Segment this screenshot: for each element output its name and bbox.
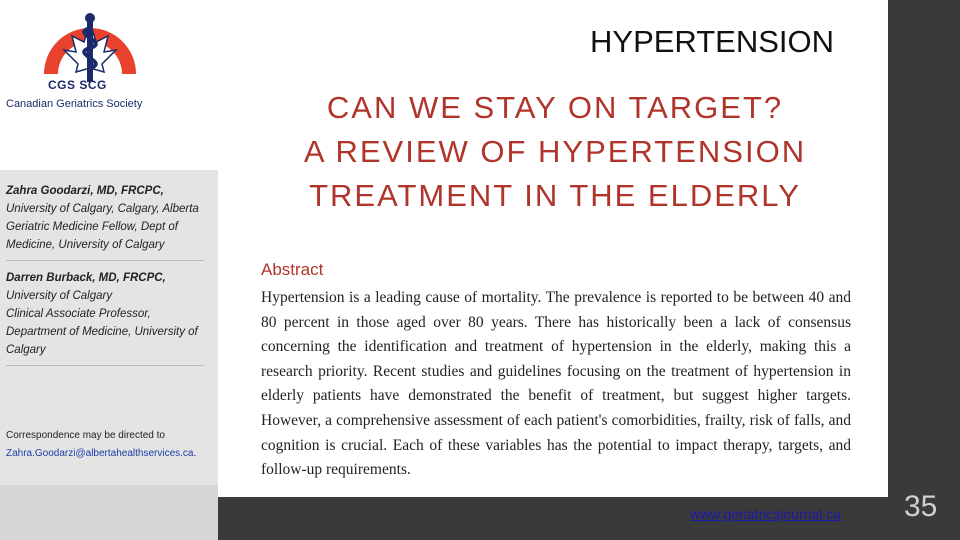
right-side-bar xyxy=(888,0,960,540)
author-affiliation: Clinical Associate Professor, Department of Medicine, University of Calgary xyxy=(6,308,198,356)
author-list xyxy=(6,182,204,374)
article-title-line: A REVIEW OF HYPERTENSION xyxy=(303,134,807,169)
abstract-text: Hypertension is a leading cause of mortality. The prevalence is reported to be between 40 and 80 percent in those aged over 80 years. There has historically been a lack of consensus concerning the identification and treatment of hypertension in the elderly, making this a research priority. Recent studies and guidelines focusing on the treatment of hypertension in elderly patients have demonstrated the benefit of treatment, but suggest higher targets. However, a comprehensive assessment of each patient's comorbidities, frailty, risk of falls, and cognition is crucial. Each of these variables has the potential to impact therapy, targets, and follow-up requirements. xyxy=(261,289,851,479)
author-panel-bottom xyxy=(0,485,218,540)
article-title-line: TREATMENT IN THE ELDERLY xyxy=(309,178,801,213)
logo-acronym: CGS SCG xyxy=(48,78,107,92)
page-number: 35 xyxy=(904,490,938,523)
abstract-heading: Abstract xyxy=(261,260,324,279)
society-name: Canadian Geriatrics Society xyxy=(6,98,143,110)
author-affiliation: University of Calgary xyxy=(6,290,113,302)
article-title xyxy=(230,86,880,218)
author-name: Darren Burback, MD, FRCPC, xyxy=(6,272,166,284)
author-block xyxy=(6,269,204,366)
author-affiliation: University of Calgary, Calgary, Alberta xyxy=(6,203,199,215)
author-name: Zahra Goodarzi, MD, FRCPC, xyxy=(6,185,164,197)
author-affiliation: Geriatric Medicine Fellow, Dept of Medicine, University of Calgary xyxy=(6,221,178,251)
author-block xyxy=(6,182,204,261)
correspondence-trailing: . xyxy=(193,448,197,459)
slide-title: HYPERTENSION xyxy=(590,24,835,59)
correspondence xyxy=(6,427,206,463)
correspondence-email-link[interactable]: Zahra.Goodarzi@albertahealthservices.ca xyxy=(6,448,194,459)
article-title-line: CAN WE STAY ON TARGET? xyxy=(326,90,784,125)
footer-url-link[interactable]: www.geriatricsjournal.ca xyxy=(690,506,841,522)
correspondence-label: Correspondence may be directed to xyxy=(6,430,165,441)
